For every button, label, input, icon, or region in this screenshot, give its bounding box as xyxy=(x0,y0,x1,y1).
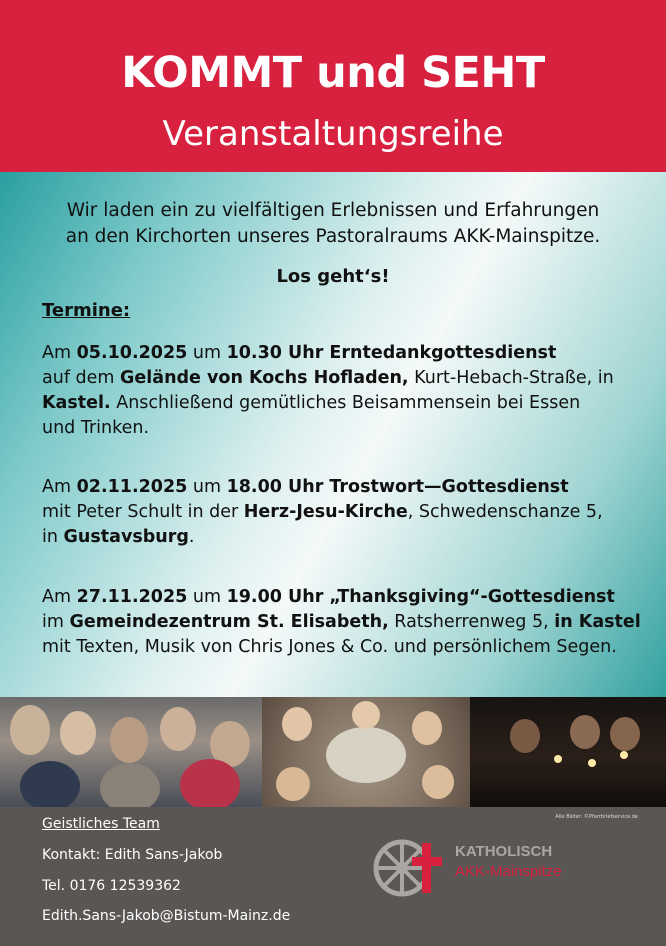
intro-text xyxy=(20,198,646,250)
page-title: KOMMT und SEHT xyxy=(121,48,545,98)
event-line: Am 05.10.2025 um 10.30 Uhr Erntedankgottesdienst xyxy=(42,343,557,363)
event-line: auf dem Gelände von Kochs Hofladen, Kurt-Hebach-Straße, in xyxy=(42,368,614,388)
lets-go-heading: Los geht‘s! xyxy=(276,266,390,287)
event-line: und Trinken. xyxy=(42,418,150,438)
photo-strip xyxy=(0,697,666,807)
intro-line: an den Kirchorten unseres Pastoralraums AKK-Mainspitze. xyxy=(65,226,601,247)
photo-credit: Alle Bilder: ©Pfarrbriefservice.de xyxy=(555,814,638,820)
footer-contact xyxy=(0,807,666,946)
team-label: Geistliches Team xyxy=(42,816,160,832)
photo-candlelight xyxy=(470,697,666,807)
event-line: Am 27.11.2025 um 19.00 Uhr „Thanksgiving“-Gottesdienst xyxy=(42,587,615,607)
content-area xyxy=(0,172,666,697)
header-banner xyxy=(0,0,666,172)
photo-group-gathering xyxy=(0,697,262,807)
event-line: Kastel. Anschließend gemütliches Beisammensein bei Essen xyxy=(42,393,581,413)
wheel-cross-logo-icon xyxy=(372,835,442,901)
logo-text: KATHOLISCH xyxy=(455,843,553,860)
event-line: mit Texten, Musik von Chris Jones & Co. und persönlichem Segen. xyxy=(42,637,617,657)
contact-email[interactable]: Edith.Sans-Jakob@Bistum-Mainz.de xyxy=(42,908,291,924)
contact-name: Kontakt: Edith Sans-Jakob xyxy=(42,847,223,863)
logo-subtext: AKK-Mainspitze xyxy=(455,863,562,880)
page-subtitle: Veranstaltungsreihe xyxy=(162,114,504,154)
event-line: mit Peter Schult in der Herz-Jesu-Kirche, Schwedenschanze 5, xyxy=(42,502,603,522)
event-trostwort xyxy=(42,475,642,550)
intro-line: Wir laden ein zu vielfältigen Erlebnissen und Erfahrungen xyxy=(66,200,600,221)
event-line: Am 02.11.2025 um 18.00 Uhr Trostwort—Gottesdienst xyxy=(42,477,569,497)
event-line: im Gemeindezentrum St. Elisabeth, Ratsherrenweg 5, in Kastel xyxy=(42,612,641,632)
event-erntedank xyxy=(42,341,642,441)
photo-circle-on-floor xyxy=(262,697,470,807)
termine-heading: Termine: xyxy=(42,300,131,321)
contact-phone: Tel. 0176 12539362 xyxy=(42,878,181,894)
event-thanksgiving xyxy=(42,585,642,660)
event-line: in Gustavsburg. xyxy=(42,527,195,547)
